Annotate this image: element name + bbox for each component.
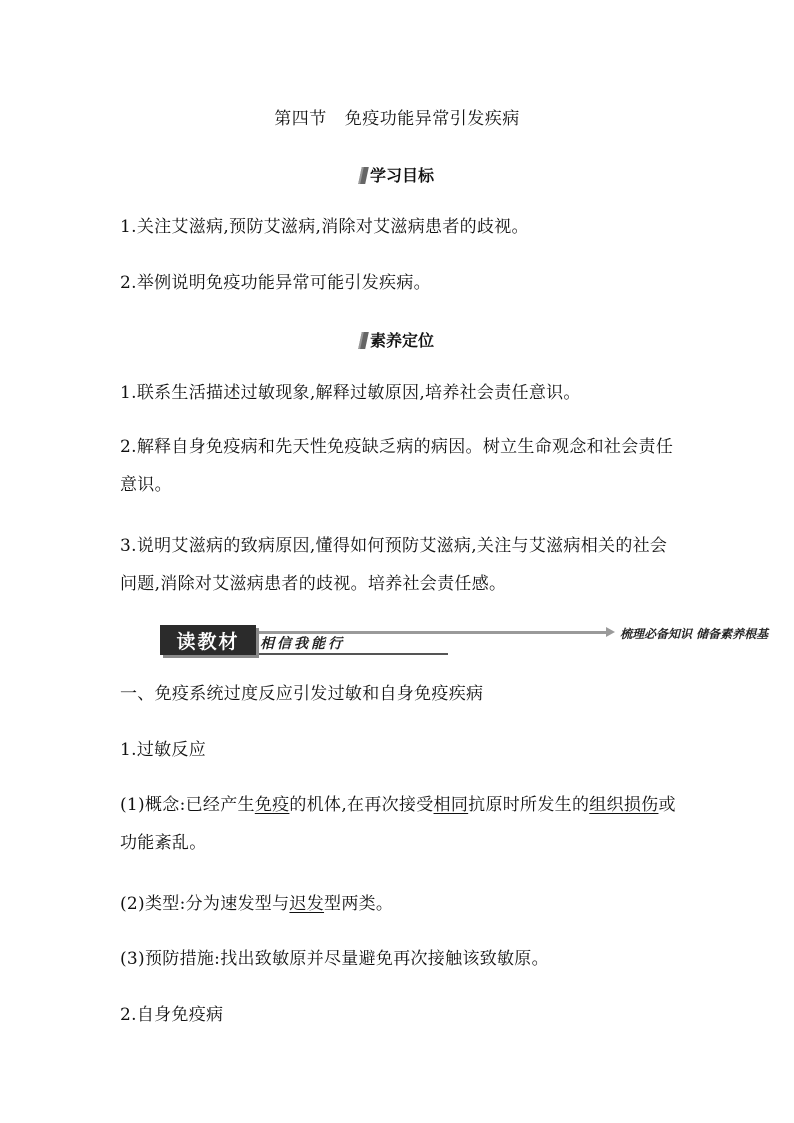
- type-paragraph: (2)类型:分为速发型与迟发型两类。: [120, 894, 394, 914]
- read-textbook-banner: [160, 625, 769, 659]
- content-sub-1: 1.过敏反应: [120, 740, 207, 760]
- page-title: [0, 104, 794, 129]
- blank-answer: 相同: [433, 795, 469, 815]
- literacy-item-3: 3.说明艾滋病的致病原因,懂得如何预防艾滋病,关注与艾滋病相关的社会问题,消除对艾滋病患者的歧视。培养社会责任感。: [120, 536, 668, 594]
- goals-heading-text: 学习目标: [369, 166, 434, 185]
- section-number: 第四节: [274, 109, 327, 129]
- banner-underline: [258, 653, 448, 655]
- literacy-item-2: 2.解释自身免疫病和先天性免疫缺乏病的病因。树立生命观念和社会责任意识。: [120, 437, 674, 495]
- banner-tag: 梳理必备知识 储备素养根基: [620, 627, 769, 641]
- blank-answer: 组织损伤: [589, 795, 659, 815]
- blank-answer: 迟发: [289, 894, 325, 914]
- literacy-heading: [0, 328, 794, 351]
- literacy-heading-text: 素养定位: [369, 331, 434, 350]
- arrow-right-icon: [606, 627, 615, 637]
- banner-main-label: 读教材: [160, 625, 256, 655]
- prevention-paragraph: (3)预防措施:找出致敏原并尽量避免再次接触该致敏原。: [120, 949, 549, 969]
- goal-item-2: 2.举例说明免疫功能异常可能引发疾病。: [120, 273, 431, 293]
- banner-sub-label: 相信我能行: [260, 636, 345, 652]
- literacy-item-1: 1.联系生活描述过敏现象,解释过敏原因,培养社会责任意识。: [120, 383, 581, 403]
- content-heading-1: 一、免疫系统过度反应引发过敏和自身免疫疾病: [120, 684, 484, 704]
- concept-paragraph: (1)概念:已经产生免疫的机体,在再次接受相同抗原时所发生的组织损伤或功能紊乱。: [120, 795, 676, 853]
- content-sub-2: 2.自身免疫病: [120, 1005, 224, 1025]
- heading-marker-icon: [358, 332, 369, 349]
- section-name: 免疫功能异常引发疾病: [344, 109, 520, 129]
- goal-item-1: 1.关注艾滋病,预防艾滋病,消除对艾滋病患者的歧视。: [120, 217, 529, 237]
- heading-marker-icon: [358, 167, 369, 184]
- goals-heading: [0, 163, 794, 186]
- blank-answer: 免疫: [254, 795, 290, 815]
